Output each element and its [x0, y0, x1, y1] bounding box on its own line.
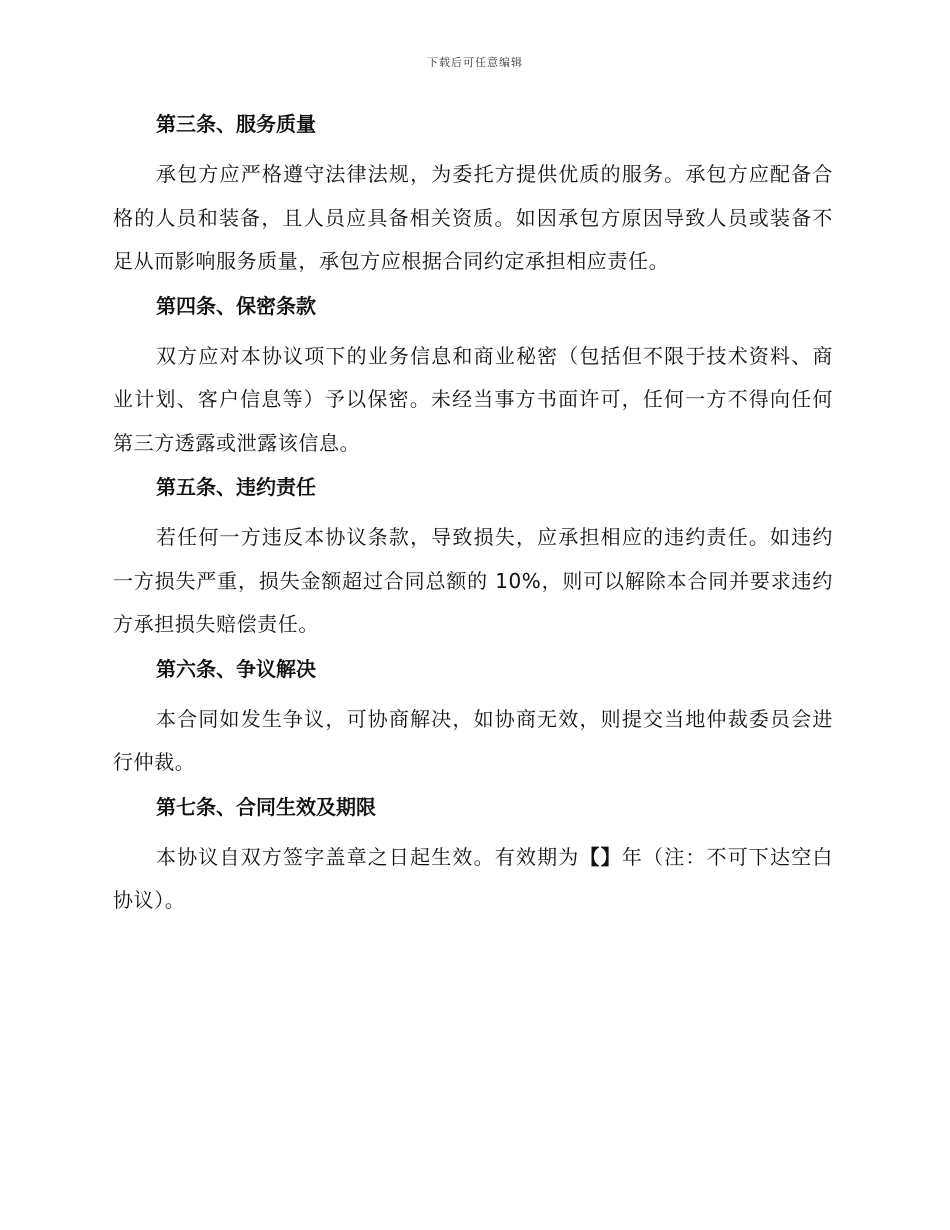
- article-3: [113, 110, 833, 284]
- article-heading: 第三条、服务质量: [156, 112, 316, 136]
- article-heading: 第六条、争议解决: [156, 656, 316, 681]
- article-heading: 第七条、合同生效及期限: [156, 794, 376, 819]
- article-5: [113, 473, 833, 647]
- article-4: [113, 292, 833, 466]
- paragraph-text-start: 本协议自双方签字盖章之日起生效。有效期为: [156, 844, 580, 869]
- document-body: [113, 110, 833, 931]
- article-paragraph: [113, 836, 833, 923]
- blank-bracket: 【】: [579, 844, 622, 869]
- article-paragraph: 承包方应严格遵守法律法规，为委托方提供优质的服务。承包方应配备合格的人员和装备，且人员应具备相关资质。如因承包方原因导致人员或装备不足从而影响服务质量，承包方应根据合同约定承担相应责任。: [113, 162, 833, 273]
- article-heading: 第四条、保密条款: [156, 293, 316, 318]
- article-heading: 第五条、违约责任: [156, 475, 316, 499]
- article-paragraph: 双方应对本协议项下的业务信息和商业秘密（包括但不限于技术资料、商业计划、客户信息等）予以保密。未经当事方书面许可，任何一方不得向任何第三方透露或泄露该信息。: [113, 343, 833, 455]
- article-7: [113, 793, 833, 923]
- article-paragraph: 本合同如发生争议，可协商解决，如协商无效，则提交当地仲裁委员会进行仲裁。: [113, 706, 833, 774]
- article-paragraph: 若任何一方违反本协议条款，导致损失，应承担相应的违约责任。如违约一方损失严重，损失金额超过合同总额的 10%，则可以解除本合同并要求违约方承担损失赔偿责任。: [113, 525, 833, 636]
- article-6: [113, 655, 833, 785]
- paragraph-text-end: 年（注：不可下达空白协议）。: [113, 844, 834, 912]
- page-header: 下载后可任意编辑: [427, 56, 523, 69]
